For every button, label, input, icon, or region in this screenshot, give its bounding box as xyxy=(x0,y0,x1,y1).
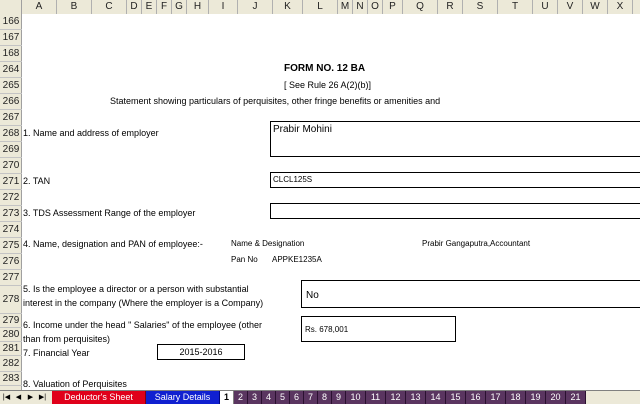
column-header-d[interactable]: D xyxy=(127,0,142,14)
q3-label: 3. TDS Assessment Range of the employer xyxy=(23,208,196,218)
tds-range-cell[interactable] xyxy=(270,203,640,219)
tab-sheet-7[interactable]: 7 xyxy=(304,391,318,404)
tab-sheet-8[interactable]: 8 xyxy=(318,391,332,404)
row-header-267[interactable]: 267 xyxy=(0,110,22,126)
q8-label: 8. Valuation of Perquisites xyxy=(23,379,127,389)
pan-label: Pan No xyxy=(231,255,258,264)
column-header-b[interactable]: B xyxy=(57,0,92,14)
row-header-264[interactable]: 264 xyxy=(0,62,22,78)
tab-sheet-2[interactable]: 2 xyxy=(234,391,248,404)
row-header-276[interactable]: 276 xyxy=(0,254,22,270)
tab-sheet-17[interactable]: 17 xyxy=(486,391,506,404)
column-header-s[interactable]: S xyxy=(463,0,498,14)
tab-sheet-5[interactable]: 5 xyxy=(276,391,290,404)
column-header-p[interactable]: P xyxy=(383,0,403,14)
row-header-282[interactable]: 282 xyxy=(0,356,22,372)
column-header-i[interactable]: I xyxy=(209,0,238,14)
row-header-270[interactable]: 270 xyxy=(0,158,22,174)
row-header-278[interactable]: 278 xyxy=(0,286,22,314)
row-header-277[interactable]: 277 xyxy=(0,270,22,286)
q2-label: 2. TAN xyxy=(23,176,51,186)
tab-sheet-18[interactable]: 18 xyxy=(506,391,526,404)
form-rule: [ See Rule 26 A(2)(b)] xyxy=(284,80,372,90)
employer-name-value: Prabir Mohini xyxy=(273,124,332,135)
director-value: No xyxy=(306,290,319,301)
financial-year-cell[interactable] xyxy=(157,344,245,360)
q5-line1: 5. Is the employee a director or a person with substantial xyxy=(23,284,249,294)
tab-sheet-15[interactable]: 15 xyxy=(446,391,466,404)
q1-label: 1. Name and address of employer xyxy=(23,128,159,138)
sheet-tab-bar xyxy=(0,390,640,404)
tab-sheet-12[interactable]: 12 xyxy=(386,391,406,404)
row-header-167[interactable]: 167 xyxy=(0,30,22,46)
row-header-265[interactable]: 265 xyxy=(0,78,22,94)
financial-year-value: 2015-2016 xyxy=(179,347,223,357)
row-header-272[interactable]: 272 xyxy=(0,190,22,206)
row-header-269[interactable]: 269 xyxy=(0,142,22,158)
column-header-h[interactable]: H xyxy=(187,0,209,14)
column-header-l[interactable]: L xyxy=(303,0,338,14)
column-header-a[interactable]: A xyxy=(22,0,57,14)
tab-sheet-21[interactable]: 21 xyxy=(566,391,586,404)
last-sheet-icon[interactable]: ▶| xyxy=(38,394,47,401)
column-header-bar xyxy=(0,0,640,15)
tan-value: CLCL125S xyxy=(273,175,313,184)
tan-cell[interactable] xyxy=(270,172,640,188)
tab-sheet-11[interactable]: 11 xyxy=(366,391,386,404)
q5-line2: interest in the company (Where the employer is a Company) xyxy=(23,298,264,308)
column-header-u[interactable]: U xyxy=(533,0,558,14)
tab-salary-details[interactable]: Salary Details xyxy=(146,391,220,404)
tab-sheet-4[interactable]: 4 xyxy=(262,391,276,404)
column-header-e[interactable]: E xyxy=(142,0,157,14)
row-header-268[interactable]: 268 xyxy=(0,126,22,142)
row-header-274[interactable]: 274 xyxy=(0,222,22,238)
row-header-279[interactable]: 279 xyxy=(0,314,22,328)
column-header-x[interactable]: X xyxy=(608,0,633,14)
row-header-283[interactable]: 283 xyxy=(0,372,22,386)
form-statement: Statement showing particulars of perquisites, other fringe benefits or amenities and xyxy=(110,96,441,106)
q6-line2: than from perquisites) xyxy=(23,334,111,344)
q4-label: 4. Name, designation and PAN of employee:- xyxy=(23,239,203,249)
tab-sheet-16[interactable]: 16 xyxy=(466,391,486,404)
tab-sheet-10[interactable]: 10 xyxy=(346,391,366,404)
column-header-j[interactable]: J xyxy=(238,0,273,14)
row-header-271[interactable]: 271 xyxy=(0,174,22,190)
row-header-273[interactable]: 273 xyxy=(0,206,22,222)
row-header-166[interactable]: 166 xyxy=(0,14,22,30)
column-header-q[interactable]: Q xyxy=(403,0,438,14)
column-header-t[interactable]: T xyxy=(498,0,533,14)
employer-name-cell[interactable] xyxy=(270,121,640,157)
first-sheet-icon[interactable]: |◀ xyxy=(2,394,11,401)
salary-income-value: Rs. 678,001 xyxy=(305,325,349,334)
worksheet-grid[interactable] xyxy=(22,14,640,390)
name-designation-label: Name & Designation xyxy=(231,239,305,248)
tab-sheet-1[interactable]: 1 xyxy=(220,391,234,404)
row-header-281[interactable]: 281 xyxy=(0,342,22,356)
row-header-280[interactable]: 280 xyxy=(0,328,22,342)
column-header-f[interactable]: F xyxy=(157,0,172,14)
tab-sheet-9[interactable]: 9 xyxy=(332,391,346,404)
row-header-266[interactable]: 266 xyxy=(0,94,22,110)
director-cell[interactable] xyxy=(301,280,640,308)
q7-label: 7. Financial Year xyxy=(23,348,90,358)
salary-income-cell[interactable] xyxy=(301,316,456,342)
column-header-o[interactable]: O xyxy=(368,0,383,14)
prev-sheet-icon[interactable]: ◀ xyxy=(15,394,22,401)
column-header-c[interactable]: C xyxy=(92,0,127,14)
tab-sheet-20[interactable]: 20 xyxy=(546,391,566,404)
tab-sheet-19[interactable]: 19 xyxy=(526,391,546,404)
column-header-v[interactable]: V xyxy=(558,0,583,14)
tab-sheet-3[interactable]: 3 xyxy=(248,391,262,404)
tab-sheet-14[interactable]: 14 xyxy=(426,391,446,404)
column-header-m[interactable]: M xyxy=(338,0,353,14)
row-header-bar xyxy=(0,14,22,390)
q6-line1: 6. Income under the head " Salaries" of the employee (other xyxy=(23,320,263,330)
next-sheet-icon[interactable]: ▶ xyxy=(27,394,34,401)
column-header-r[interactable]: R xyxy=(438,0,463,14)
tab-sheet-6[interactable]: 6 xyxy=(290,391,304,404)
column-header-k[interactable]: K xyxy=(273,0,303,14)
column-header-w[interactable]: W xyxy=(583,0,608,14)
row-header-275[interactable]: 275 xyxy=(0,238,22,254)
row-header-168[interactable]: 168 xyxy=(0,46,22,62)
tab-sheet-13[interactable]: 13 xyxy=(406,391,426,404)
tab-deductors-sheet[interactable]: Deductor's Sheet xyxy=(52,391,146,404)
pan-value: APPKE1235A xyxy=(272,255,322,264)
select-all-corner[interactable] xyxy=(0,0,22,14)
form-title: FORM NO. 12 BA xyxy=(284,63,366,74)
name-designation-value: Prabir Gangaputra,Accountant xyxy=(422,239,531,248)
column-header-n[interactable]: N xyxy=(353,0,368,14)
column-header-g[interactable]: G xyxy=(172,0,187,14)
